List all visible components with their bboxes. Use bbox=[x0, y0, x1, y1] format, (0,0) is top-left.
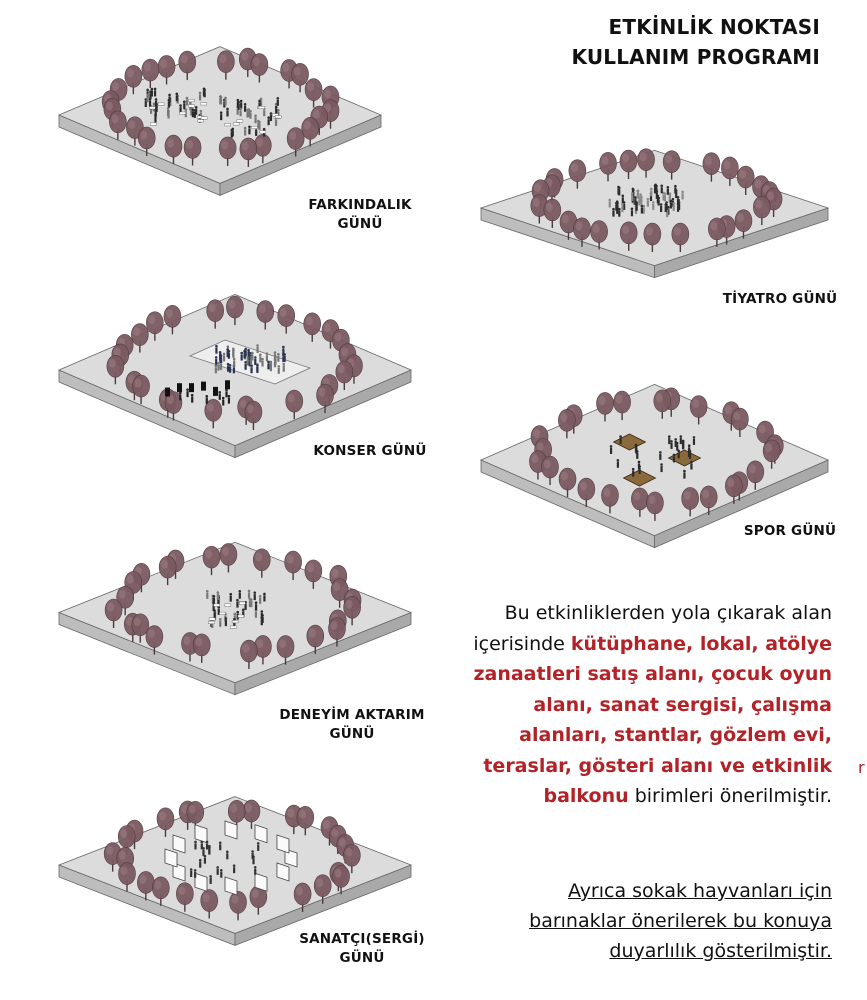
label-deneyim-line-2: GÜNÜ bbox=[329, 726, 375, 742]
title-line-2: KULLANIM PROGRAMI bbox=[571, 45, 820, 69]
label-konser-line-1: KONSER GÜNÜ bbox=[313, 443, 427, 459]
label-sanatci-line-1: SANATÇI(SERGİ) bbox=[299, 931, 425, 947]
label-konser bbox=[300, 442, 440, 461]
label-tiyatro-line-1: TİYATRO GÜNÜ bbox=[722, 291, 838, 307]
animal-shelter-note bbox=[470, 876, 832, 966]
description-paragraph bbox=[470, 598, 832, 812]
platform-diagram-farkindalik bbox=[55, 20, 385, 210]
panel-tiyatro bbox=[477, 128, 832, 288]
label-farkindalik-line-1: FARKINDALIK bbox=[308, 197, 412, 213]
stray-mark: r bbox=[858, 758, 865, 777]
label-farkindalik-line-2: GÜNÜ bbox=[337, 216, 383, 232]
panel-farkindalik bbox=[55, 20, 385, 210]
label-farkindalik bbox=[290, 196, 430, 234]
note-line-1: Ayrıca sokak hayvanları için bbox=[567, 880, 832, 902]
title-line-1: ETKİNLİK NOKTASI bbox=[608, 15, 820, 39]
description-outro: birimleri önerilmiştir. bbox=[634, 785, 832, 807]
platform-diagram-tiyatro bbox=[477, 128, 832, 288]
platform-diagram-deneyim bbox=[55, 515, 415, 710]
label-deneyim bbox=[262, 706, 442, 744]
label-sanatci-line-2: GÜNÜ bbox=[339, 950, 385, 966]
label-spor-line-1: SPOR GÜNÜ bbox=[743, 523, 837, 539]
note-line-3: duyarlılık gösterilmiştir. bbox=[609, 940, 832, 962]
description-highlight: kütüphane, lokal, atölye zanaatleri satış alanı, çocuk oyun alanı, sanat sergisi, çalışma alanları, stantlar, gözlem evi, teraslar, gösteri alanı ve etkinlik balkonu bbox=[473, 632, 832, 807]
note-line-2: barınaklar önerilerek bu konuya bbox=[529, 910, 832, 932]
page-title bbox=[520, 12, 820, 72]
label-tiyatro bbox=[710, 290, 850, 309]
label-spor bbox=[730, 522, 850, 541]
panel-deneyim bbox=[55, 515, 415, 710]
label-sanatci bbox=[282, 930, 442, 968]
description-intro: Bu etkinliklerden yola çıkarak alan içerisinde bbox=[473, 602, 832, 655]
label-deneyim-line-1: DENEYİM AKTARIM bbox=[279, 707, 425, 723]
